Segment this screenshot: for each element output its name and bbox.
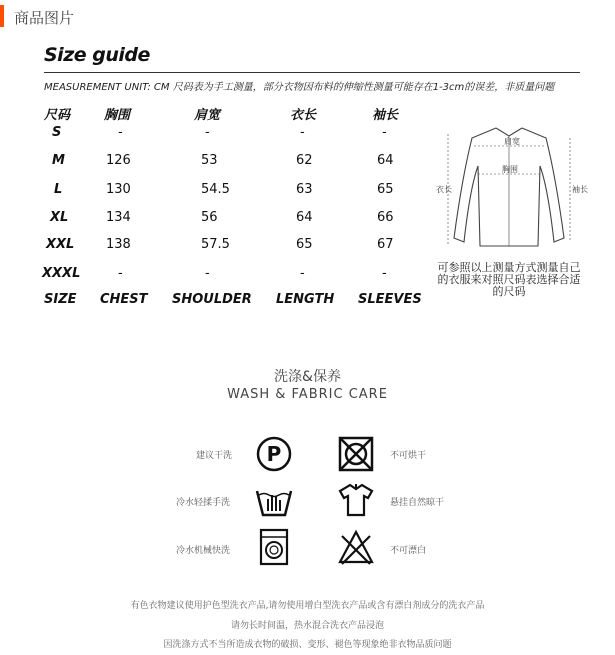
footer-chest: CHEST xyxy=(100,292,148,307)
chest-value: - xyxy=(118,125,123,140)
care-title-en: WASH & FABRIC CARE xyxy=(227,387,388,402)
no-bleach-icon xyxy=(337,528,375,566)
dry-clean-p-icon xyxy=(255,435,293,473)
length-label: 衣长 xyxy=(436,185,452,194)
measurement-note: 可参照以上测量方式测量自己的衣服来对照尺码表选择合适的尺码 xyxy=(437,261,581,298)
care-note-line-2: 请勿长时间温，热水混合洗衣产品浸泡 xyxy=(230,621,384,631)
no-tumble-dry-icon xyxy=(337,435,375,473)
length-value: 65 xyxy=(296,237,313,252)
shoulder-value: 56 xyxy=(201,210,218,225)
footer-shoulder: SHOULDER xyxy=(172,292,252,307)
svg-text:P: P xyxy=(266,442,282,466)
care-label: 悬挂自然晾干 xyxy=(390,498,445,508)
care-label: 冷水机械快洗 xyxy=(176,546,231,556)
sleeve-value: - xyxy=(382,266,387,281)
sleeve-value: 64 xyxy=(377,153,394,168)
footer-size: SIZE xyxy=(44,292,77,307)
hang-dry-icon xyxy=(337,481,375,519)
care-label: 不可烘干 xyxy=(390,451,427,461)
care-label: 建议干洗 xyxy=(196,451,233,461)
length-value: - xyxy=(300,266,305,281)
page-title: 商品图片 xyxy=(14,9,75,27)
sleeve-value: 66 xyxy=(377,210,394,225)
size-label: XXXL xyxy=(42,266,81,281)
size-label: S xyxy=(52,125,62,140)
chest-value: 126 xyxy=(106,153,131,168)
size-label: XL xyxy=(50,210,69,225)
length-value: 63 xyxy=(296,182,313,197)
care-note-line-3: 因洗涤方式不当所造成衣物的破损、变形、褪色等现象绝非衣物品质问题 xyxy=(163,640,452,650)
header-length: 衣长 xyxy=(290,108,317,123)
chest-value: 138 xyxy=(106,237,131,252)
size-guide-title: Size guide xyxy=(44,44,150,66)
header-size: 尺码 xyxy=(44,108,71,123)
page-header xyxy=(0,0,615,34)
sleeve-label: 袖长 xyxy=(572,185,588,194)
hand-wash-icon xyxy=(255,481,293,519)
sleeve-value: 65 xyxy=(377,182,394,197)
shoulder-value: 57.5 xyxy=(201,237,230,252)
care-note-line-1: 有色衣物建议使用护色型洗衣产品,请勿使用增白型洗衣产品或含有漂白剂成分的洗衣产品 xyxy=(130,601,485,611)
chest-value: 130 xyxy=(106,182,131,197)
shirt-measurement-diagram xyxy=(434,118,588,258)
size-label: XXL xyxy=(46,237,75,252)
header-sleeve: 袖长 xyxy=(372,108,399,123)
chest-value: 134 xyxy=(106,210,131,225)
sleeve-value: - xyxy=(382,125,387,140)
length-value: 62 xyxy=(296,153,313,168)
chest-value: - xyxy=(118,266,123,281)
header-shoulder: 肩宽 xyxy=(194,108,221,123)
divider xyxy=(44,72,580,73)
shoulder-value: - xyxy=(205,125,210,140)
measurement-unit-note: MEASUREMENT UNIT: CM 尺码表为手工测量，部分衣物因布料的伸缩性测量可能存在1-3cm的误差，非质量问题 xyxy=(44,82,555,93)
footer-sleeves: SLEEVES xyxy=(358,292,422,307)
machine-wash-icon xyxy=(255,528,293,566)
sleeve-value: 67 xyxy=(377,237,394,252)
care-label: 不可漂白 xyxy=(390,546,427,556)
length-value: 64 xyxy=(296,210,313,225)
footer-length: LENGTH xyxy=(276,292,335,307)
accent-bar xyxy=(0,5,4,27)
size-label: M xyxy=(52,153,65,168)
shoulder-label: 肩宽 xyxy=(504,137,520,146)
care-label: 冷水轻揉手洗 xyxy=(176,498,231,508)
shoulder-value: 53 xyxy=(201,153,218,168)
chest-label: 胸围 xyxy=(502,165,518,174)
care-title-zh: 洗涤&保养 xyxy=(274,369,341,385)
header-chest: 胸围 xyxy=(104,108,131,123)
length-value: - xyxy=(300,125,305,140)
shoulder-value: - xyxy=(205,266,210,281)
size-label: L xyxy=(54,182,63,197)
shoulder-value: 54.5 xyxy=(201,182,230,197)
